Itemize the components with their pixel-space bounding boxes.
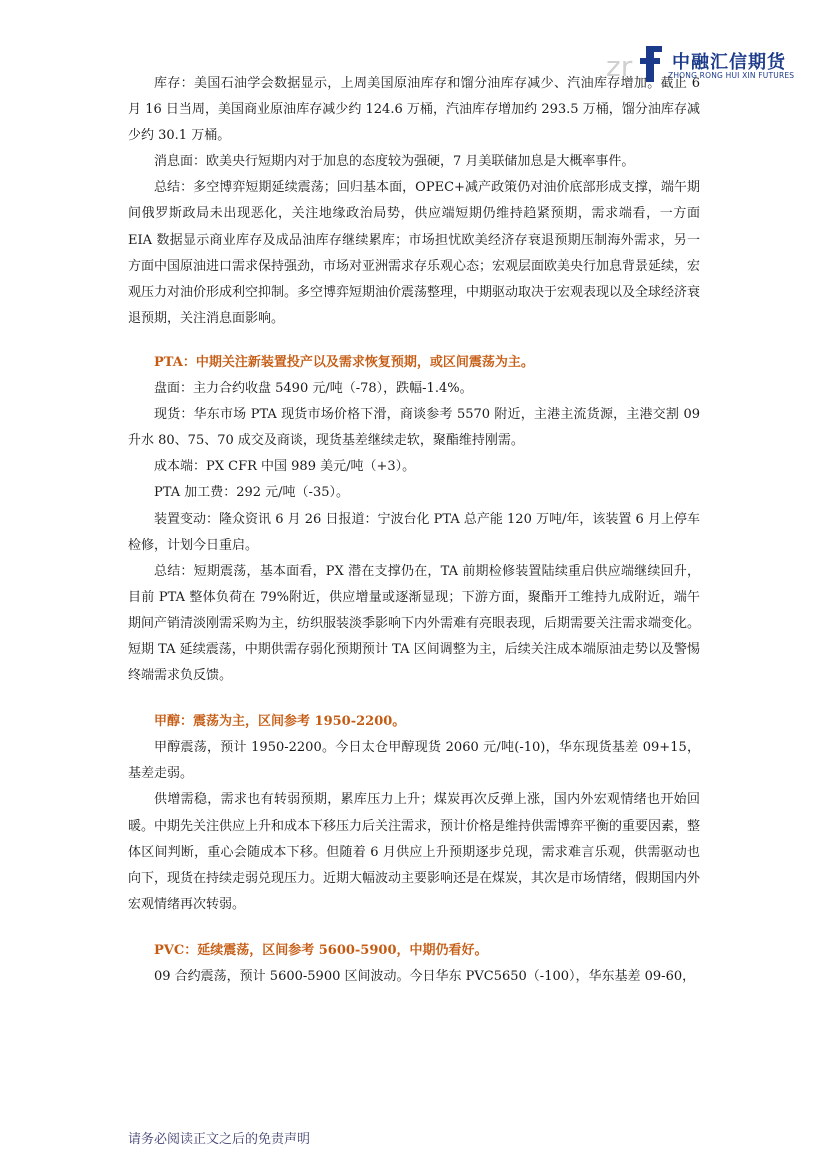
methanol-outlook-paragraph: 甲醇震荡，预计 1950-2200。今日太仓甲醇现货 2060 元/吨(-10)，华东现货基差 09+15，基差走弱。 bbox=[128, 740, 700, 782]
report-body bbox=[128, 71, 700, 990]
pta-market-paragraph: 盘面：主力合约收盘 5490 元/吨（-78），跌幅-1.4%。 bbox=[154, 381, 473, 397]
pvc-section-title: PVC：延续震荡，区间参考 5600-5900，中期仍看好。 bbox=[154, 942, 488, 958]
pvc-outlook-paragraph: 09 合约震荡，预计 5600-5900 区间波动。今日华东 PVC5650（-100），华东基差 09-60， bbox=[154, 969, 696, 984]
pta-summary-paragraph: 总结：短期震荡，基本面看，PX 潜在支撑仍在，TA 前期检修装置陆续重启供应端继续回升，目前 PTA 整体负荷在 79%附近，供应增量或逐渐显现；下游方面，聚酯开工维持九成附近，端午期间产销清淡刚需采购为主，纺织服装淡季影响下内外需难有亮眼表现，后期需要关注需求端变化。短期 TA 延续震荡，中期供需存弱化预期预计 TA 区间调整为主，后续关注成本端原油走势以及警惕终端需求负反馈。 bbox=[128, 563, 701, 684]
logo-chinese-name: 中融汇信期货 bbox=[672, 52, 786, 73]
methanol-analysis-paragraph: 供增需稳，需求也有转弱预期，累库压力上升；煤炭再次反弹上涨，国内外宏观情绪也开始回暖。中期先关注供应上升和成本下移压力后关注需求，预计价格是维持供需博弈平衡的重要因素，整体区间判断，重心会随成本下移。但随着 6 月供应上升预期逐步兑现，需求难言乐观，供需驱动也向下，现货在持续走弱兑现压力。近期大幅波动主要影响还是在煤炭，其次是市场情绪，假期国内外宏观情绪再次转弱。 bbox=[128, 792, 701, 912]
crude-summary-paragraph: 总结：多空博弈短期延续震荡；回归基本面，OPEC+减产政策仍对油价底部形成支撑，端午期间俄罗斯政局未出现恶化，关注地缘政治局势，供应端短期仍维持趋紧预期，需求端看，一方面 EIA 数据显示商业库存及成品油库存继续累库；市场担忧欧美经济存衰退预期压制海外需求，另一方面中国原油进口需求保持强劲，市场对亚洲需求存乐观心态；宏观层面欧美央行加息背景延续，宏观压力对油价形成利空抑制。多空博弈短期油价震荡整理，中期驱动取决于宏观表现以及全球经济衰退预期，关注消息面影响。 bbox=[128, 180, 701, 326]
crude-inventory-paragraph: 库存：美国石油学会数据显示，上周美国原油库存和馏分油库存减少、汽油库存增加。截止 6 月 16 日当周，美国商业原油库存减少约 124.6 万桶，汽油库存增加约 293.5 万桶，馏分油库存减少约 30.1 万桶。 bbox=[128, 76, 700, 144]
pta-section-title: PTA：中期关注新装置投产以及需求恢复预期，或区间震荡为主。 bbox=[154, 354, 534, 370]
pta-processing-fee-paragraph: PTA 加工费：292 元/吨（-35）。 bbox=[154, 485, 349, 501]
crude-news-paragraph: 消息面：欧美央行短期内对于加息的态度较为强硬，7 月美联储加息是大概率事件。 bbox=[154, 154, 635, 170]
svg-text:zr: zr bbox=[606, 50, 633, 83]
pta-device-change-paragraph: 装置变动：隆众资讯 6 月 26 日报道：宁波台化 PTA 总产能 120 万吨/年，该装置 6 月上停车检修，计划今日重启。 bbox=[128, 511, 700, 553]
pta-spot-paragraph: 现货：华东市场 PTA 现货市场价格下滑，商谈参考 5570 附近，主港主流货源，主港交割 09 升水 80、75、70 成交及商谈，现货基差继续走软，聚酯维持刚需。 bbox=[128, 407, 700, 449]
disclaimer-footer: 请务必阅读正文之后的免责声明 bbox=[128, 1132, 311, 1147]
logo-english-name: ZHONG RONG HUI XIN FUTURES bbox=[668, 71, 795, 80]
methanol-section-title: 甲醇：震荡为主，区间参考 1950-2200。 bbox=[154, 714, 406, 730]
pta-cost-paragraph: 成本端：PX CFR 中国 989 美元/吨（+3）。 bbox=[154, 459, 416, 475]
